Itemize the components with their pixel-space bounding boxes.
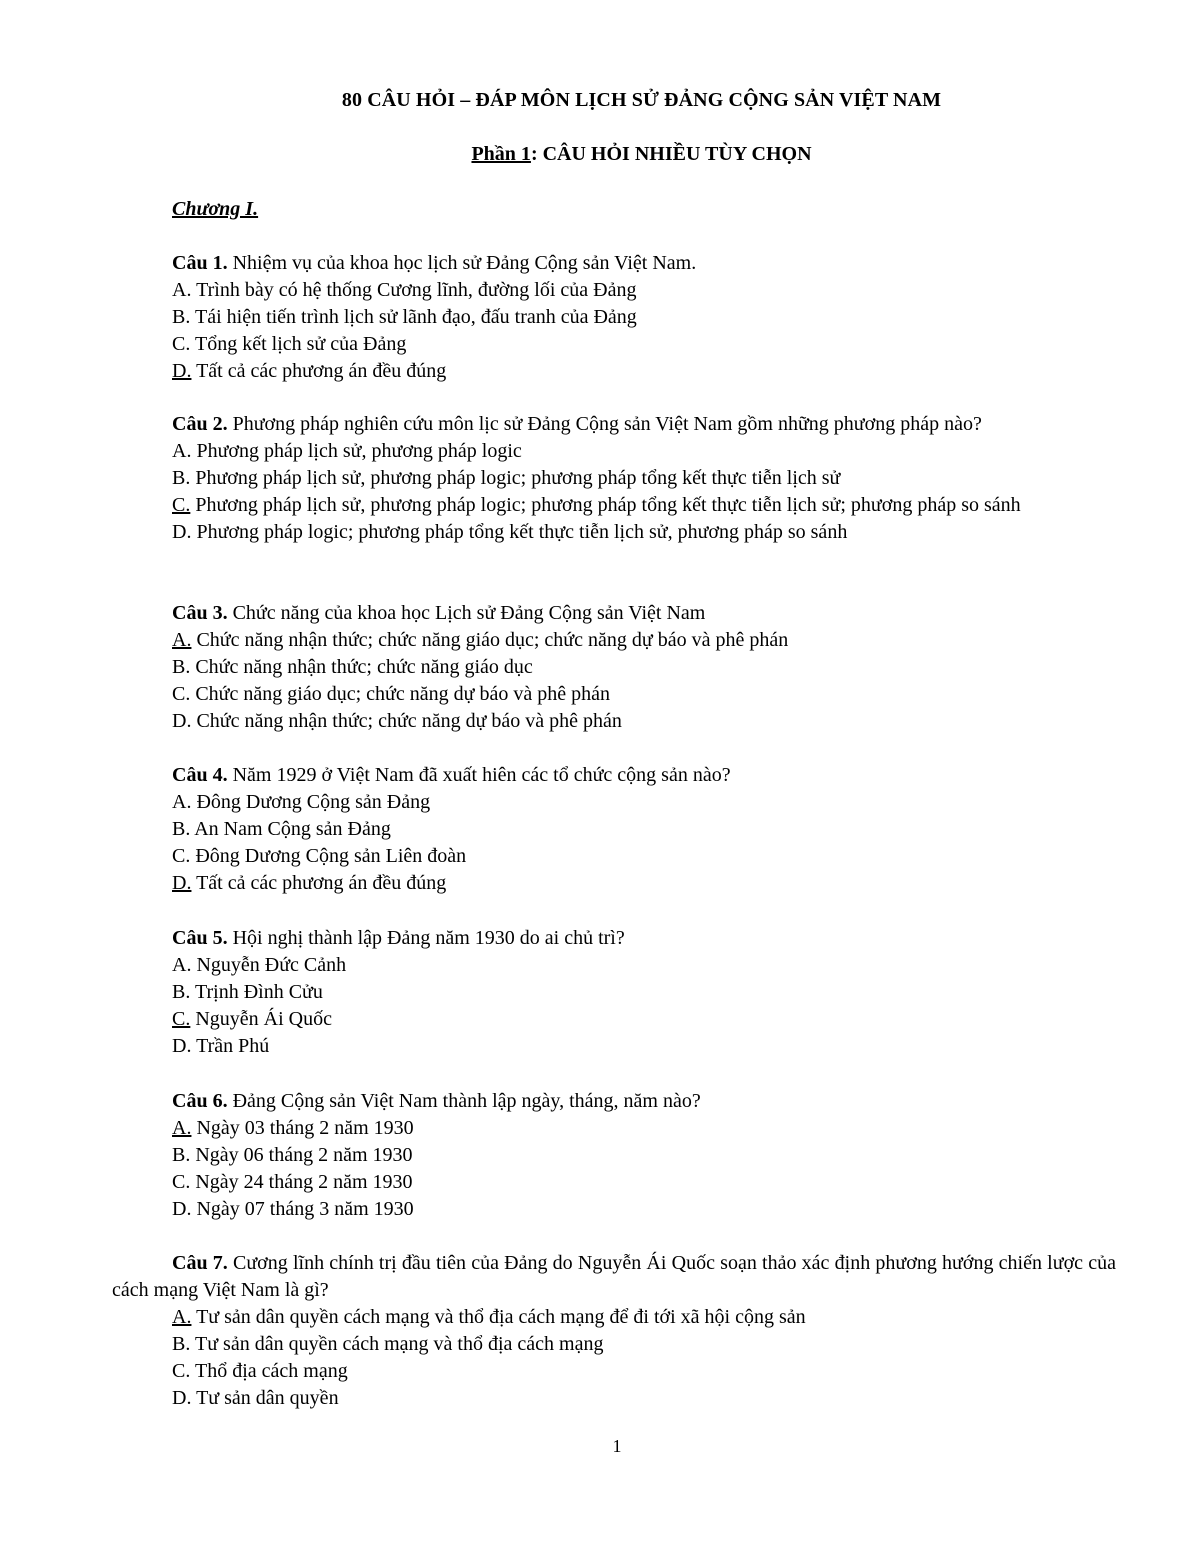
- option-text: Tổng kết lịch sử của Đảng: [190, 333, 407, 355]
- option-text: Ngày 06 tháng 2 năm 1930: [190, 1144, 413, 1166]
- option-c: [172, 492, 1122, 519]
- option-a: [172, 438, 1122, 465]
- option-text: Ngày 03 tháng 2 năm 1930: [191, 1117, 414, 1139]
- question-text: Chức năng của khoa học Lịch sử Đảng Cộng sản Việt Nam: [227, 602, 706, 624]
- option-text: Phương pháp lịch sử, phương pháp logic; phương pháp tổng kết thực tiễn lịch sử: [190, 467, 841, 489]
- option-letter: D.: [172, 1035, 192, 1057]
- option-letter: C.: [172, 494, 191, 516]
- option-d: [172, 1033, 1122, 1060]
- question-stem: [172, 250, 1122, 277]
- question-label: Câu 6.: [172, 1090, 228, 1112]
- option-letter: B.: [172, 1333, 191, 1355]
- option-text: Trần Phú: [191, 1035, 270, 1057]
- option-d: [172, 358, 1122, 385]
- option-letter: B.: [172, 306, 191, 328]
- option-d: [172, 1196, 1122, 1223]
- option-letter: A.: [172, 629, 192, 651]
- question-label: Câu 3.: [172, 602, 228, 624]
- option-text: Ngày 07 tháng 3 năm 1930: [191, 1198, 414, 1220]
- part-title: : CÂU HỎI NHIỀU TÙY CHỌN: [530, 143, 812, 165]
- question-text: Nhiệm vụ của khoa học lịch sử Đảng Cộng sản Việt Nam.: [227, 252, 697, 274]
- option-letter: A.: [172, 440, 192, 462]
- question-text: Hội nghị thành lập Đảng năm 1930 do ai chủ trì?: [227, 927, 625, 949]
- option-letter: C.: [172, 333, 191, 355]
- option-a: [172, 277, 1122, 304]
- option-d: [112, 1385, 1116, 1412]
- question-label: Câu 2.: [172, 413, 228, 435]
- option-text: Đông Dương Cộng sản Liên đoàn: [190, 845, 467, 867]
- option-d: [172, 708, 1122, 735]
- option-letter: B.: [172, 1144, 191, 1166]
- question-stem: [172, 762, 1122, 789]
- question-3: [172, 600, 1122, 735]
- option-text: Trình bày có hệ thống Cương lĩnh, đường lối của Đảng: [191, 279, 637, 301]
- option-text: Tư sản dân quyền cách mạng và thổ địa cách mạng: [190, 1333, 604, 1355]
- option-letter: D.: [172, 710, 192, 732]
- option-c: [112, 1358, 1116, 1385]
- option-letter: B.: [172, 981, 191, 1003]
- question-stem: [172, 411, 1122, 438]
- option-a: [112, 1304, 1116, 1331]
- question-6: [172, 1088, 1122, 1223]
- option-letter: A.: [172, 954, 192, 976]
- option-d: [172, 870, 1122, 897]
- option-b: [112, 1331, 1116, 1358]
- part-label: Phần 1: [471, 143, 531, 165]
- question-stem: [172, 925, 1122, 952]
- option-text: Phương pháp lịch sử, phương pháp logic; phương pháp tổng kết thực tiễn lịch sử; phương pháp so sánh: [190, 494, 1021, 516]
- document-title: 80 CÂU HỎI – ĐÁP MÔN LỊCH SỬ ĐẢNG CỘNG SẢN VIỆT NAM: [341, 89, 942, 111]
- option-text: Chức năng nhận thức; chức năng giáo dục: [190, 656, 533, 678]
- option-a: [172, 789, 1122, 816]
- question-text: Năm 1929 ở Việt Nam đã xuất hiên các tổ chức cộng sản nào?: [227, 764, 731, 786]
- option-letter: A.: [172, 279, 192, 301]
- option-letter: A.: [172, 1306, 192, 1328]
- question-text: Cương lĩnh chính trị đầu tiên của Đảng do Nguyễn Ái Quốc soạn thảo xác định phương hướng chiến lược của cách mạng Việt Nam là gì?: [112, 1252, 1116, 1301]
- option-letter: C.: [172, 683, 191, 705]
- option-text: Ngày 24 tháng 2 năm 1930: [190, 1171, 413, 1193]
- option-c: [172, 681, 1122, 708]
- option-b: [172, 465, 1122, 492]
- option-text: Phương pháp lịch sử, phương pháp logic: [191, 440, 522, 462]
- option-b: [172, 979, 1122, 1006]
- option-letter: C.: [172, 1008, 191, 1030]
- option-letter: C.: [172, 1360, 191, 1382]
- option-b: [172, 1142, 1122, 1169]
- option-letter: D.: [172, 360, 192, 382]
- question-5: [172, 925, 1122, 1060]
- option-text: Đông Dương Cộng sản Đảng: [191, 791, 431, 813]
- option-a: [172, 952, 1122, 979]
- option-c: [172, 331, 1122, 358]
- question-label: Câu 1.: [172, 252, 228, 274]
- option-text: Phương pháp logic; phương pháp tổng kết thực tiễn lịch sử, phương pháp so sánh: [191, 521, 848, 543]
- question-text: Đảng Cộng sản Việt Nam thành lập ngày, tháng, năm nào?: [227, 1090, 701, 1112]
- option-letter: C.: [172, 845, 191, 867]
- question-label: Câu 7.: [172, 1252, 228, 1274]
- option-text: Nguyễn Đức Cảnh: [191, 954, 347, 976]
- option-d: [172, 519, 1122, 546]
- question-1: [172, 250, 1122, 385]
- option-letter: C.: [172, 1171, 191, 1193]
- option-text: Chức năng nhận thức; chức năng giáo dục; chức năng dự báo và phê phán: [191, 629, 789, 651]
- option-letter: A.: [172, 1117, 192, 1139]
- option-c: [172, 1169, 1122, 1196]
- question-text: Phương pháp nghiên cứu môn lịc sử Đảng Cộng sản Việt Nam gồm những phương pháp nào?: [227, 413, 982, 435]
- question-label: Câu 4.: [172, 764, 228, 786]
- option-c: [172, 1006, 1122, 1033]
- question-stem: [172, 1088, 1122, 1115]
- option-letter: D.: [172, 1198, 192, 1220]
- option-letter: B.: [172, 467, 191, 489]
- option-text: Tư sản dân quyền: [191, 1387, 339, 1409]
- option-letter: B.: [172, 656, 191, 678]
- option-text: Chức năng nhận thức; chức năng dự báo và phê phán: [191, 710, 622, 732]
- option-text: Thổ địa cách mạng: [190, 1360, 348, 1382]
- option-text: Nguyễn Ái Quốc: [190, 1008, 332, 1030]
- question-label: Câu 5.: [172, 927, 228, 949]
- option-letter: A.: [172, 791, 192, 813]
- option-c: [172, 843, 1122, 870]
- page-number: 1: [612, 1436, 622, 1456]
- part-heading: [0, 140, 1200, 168]
- option-letter: B.: [172, 818, 191, 840]
- question-stem: [112, 1250, 1116, 1304]
- option-text: Tái hiện tiến trình lịch sử lãnh đạo, đấu tranh của Đảng: [190, 306, 637, 328]
- option-b: [172, 654, 1122, 681]
- option-b: [172, 304, 1122, 331]
- option-letter: D.: [172, 872, 192, 894]
- question-4: [172, 762, 1122, 897]
- question-stem: [172, 600, 1122, 627]
- question-7: [112, 1250, 1116, 1412]
- option-text: Tất cả các phương án đều đúng: [191, 360, 447, 382]
- option-text: Tư sản dân quyền cách mạng và thổ địa cách mạng để đi tới xã hội cộng sản: [191, 1306, 806, 1328]
- option-letter: D.: [172, 521, 192, 543]
- option-a: [172, 627, 1122, 654]
- option-a: [172, 1115, 1122, 1142]
- chapter-heading: Chương I.: [172, 198, 259, 220]
- option-b: [172, 816, 1122, 843]
- option-letter: D.: [172, 1387, 192, 1409]
- option-text: Chức năng giáo dục; chức năng dự báo và phê phán: [190, 683, 610, 705]
- option-text: Tất cả các phương án đều đúng: [191, 872, 447, 894]
- question-2: [172, 411, 1122, 546]
- option-text: An Nam Cộng sản Đảng: [190, 818, 391, 840]
- option-text: Trịnh Đình Cửu: [190, 981, 323, 1003]
